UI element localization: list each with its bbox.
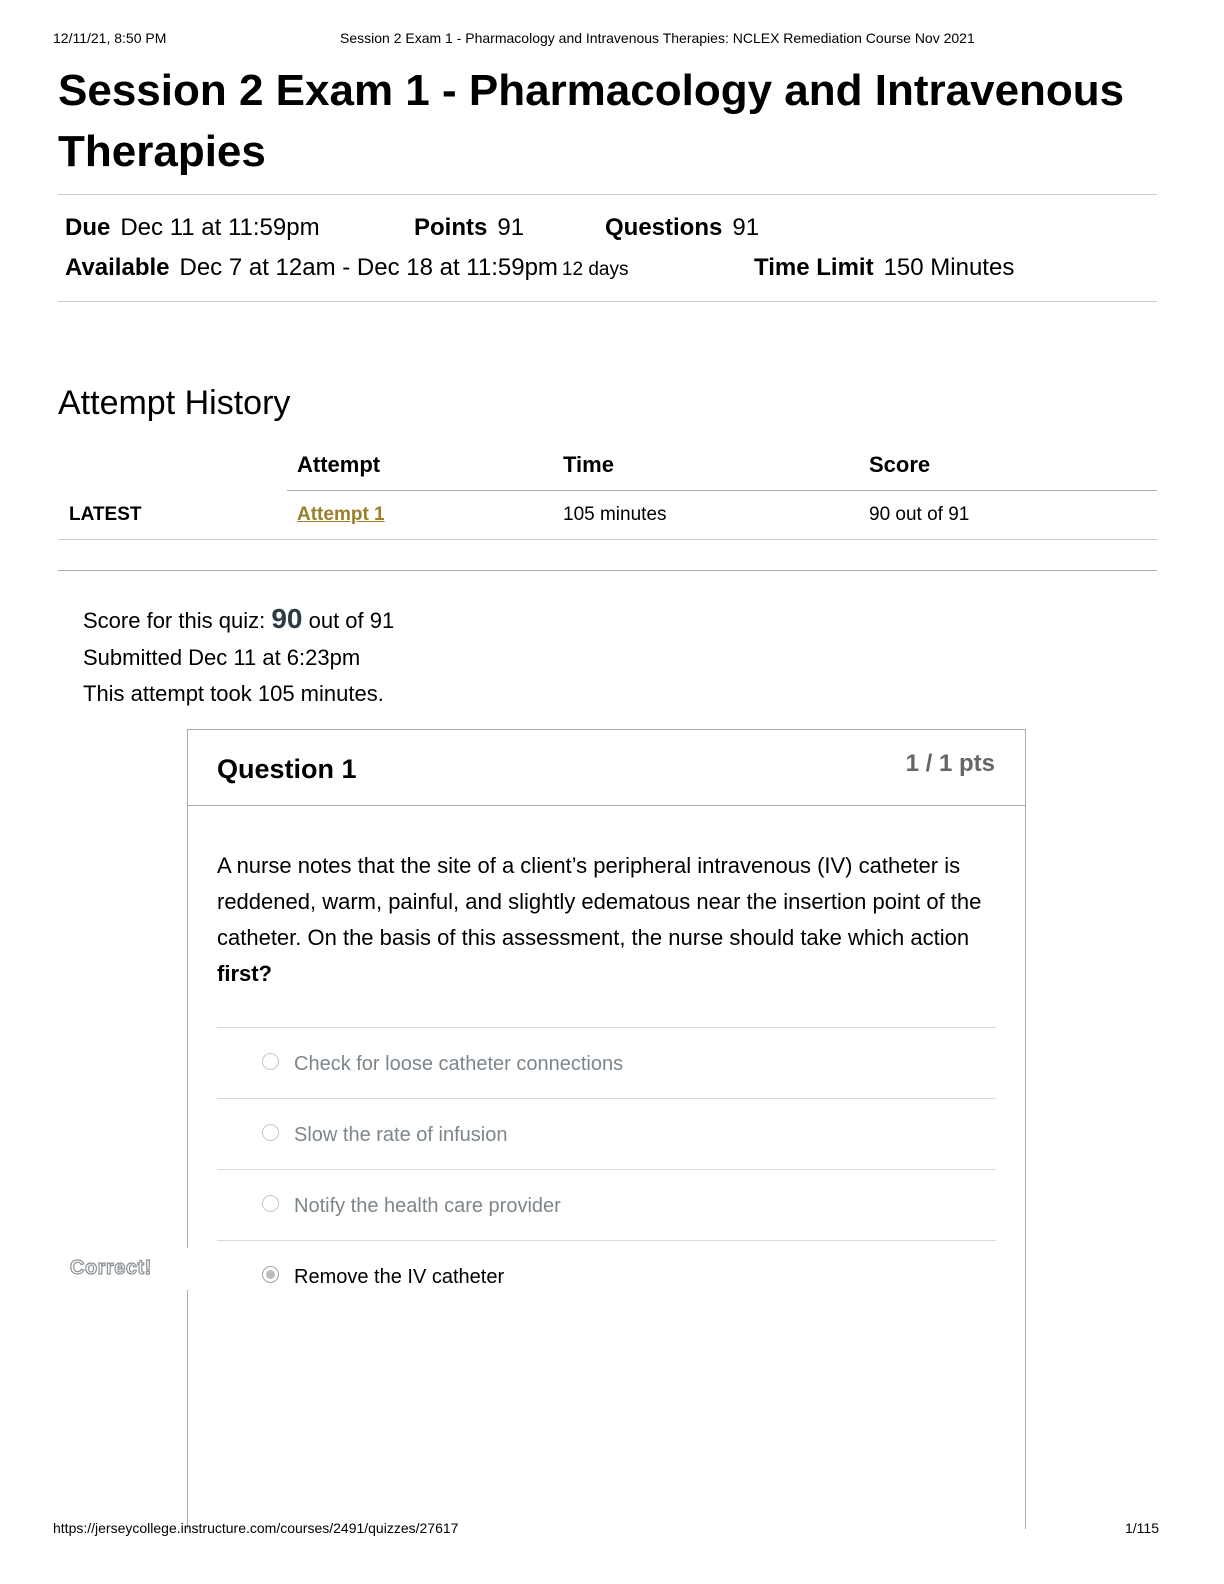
attempt-score: 90 out of 91 [869,504,970,525]
answer-option[interactable] [217,1098,996,1170]
question-text-emphasis: first? [217,961,272,986]
page-title: Session 2 Exam 1 - Pharmacology and Intravenous Therapies [58,66,1125,176]
points-label: Points [414,214,488,241]
radio-button-selected[interactable] [262,1266,279,1283]
due-value: Dec 11 at 11:59pm [120,214,320,241]
time-limit-label: Time Limit [754,254,874,281]
due-label: Due [65,214,111,241]
time-limit-value: 150 Minutes [883,254,1015,281]
radio-button[interactable] [262,1195,279,1212]
correct-flag-text: Correct! [70,1257,152,1279]
time-limit-info [754,254,1014,282]
due-info [65,214,320,242]
question-text [217,848,1007,992]
attempt-time: 105 minutes [563,504,667,525]
available-value: Dec 7 at 12am - Dec 18 at 11:59pm [179,254,558,281]
question-points: 1 / 1 pts [905,750,995,777]
questions-value: 91 [732,214,760,241]
score-suffix: out of 91 [308,608,395,633]
answer-label[interactable]: Remove the IV catheter [294,1266,505,1288]
duration-text: This attempt took 105 minutes. [83,681,384,706]
submitted-text: Submitted Dec 11 at 6:23pm [83,645,361,670]
print-header [53,30,1171,50]
print-url: https://jerseycollege.instructure.com/courses/2491/quizzes/27617 [53,1520,459,1536]
attempt-history-title: Attempt History [58,384,291,422]
answer-option-selected[interactable] [217,1240,996,1312]
answer-option[interactable] [217,1027,996,1099]
header-rule [287,490,1157,491]
radio-button[interactable] [262,1053,279,1070]
question-card [187,729,1026,1529]
available-label: Available [65,254,170,281]
attempt-1-link[interactable] [297,504,385,526]
divider [58,301,1157,302]
score-summary [83,603,394,635]
column-header-time: Time [563,452,614,477]
column-header-attempt: Attempt [297,452,381,477]
question-text-main: A nurse notes that the site of a client’s peripheral intravenous (IV) catheter is reddened, warm, painful, and slightly edematous near the insertion point of the catheter. On the basis of this assessment, the nurse should take which action [217,853,982,950]
page-number: 1/115 [1125,1520,1159,1536]
available-days: 12 days [561,259,629,280]
print-date: 12/11/21, 8:50 PM [53,30,167,46]
questions-label: Questions [605,214,723,241]
row-rule [58,539,1157,540]
answer-label[interactable]: Check for loose catheter connections [294,1053,624,1075]
points-value: 91 [497,214,525,241]
divider [58,570,1157,571]
question-title: Question 1 [217,754,357,784]
score-value: 90 [271,603,303,634]
attempt-link-text[interactable]: Attempt 1 [297,504,385,525]
score-prefix: Score for this quiz: [83,608,266,633]
divider [58,194,1157,195]
print-title: Session 2 Exam 1 - Pharmacology and Intravenous Therapies: NCLEX Remediation Course Nov 2021 [340,30,975,46]
answer-option[interactable] [217,1169,996,1241]
column-header-score: Score [869,452,931,477]
questions-info [605,214,759,242]
answer-label[interactable]: Slow the rate of infusion [294,1124,508,1146]
question-header [188,730,1025,806]
available-info [65,254,628,282]
correct-flag [60,1248,190,1290]
points-info [414,214,524,242]
latest-badge: LATEST [69,504,142,525]
answer-label[interactable]: Notify the health care provider [294,1195,561,1217]
radio-button[interactable] [262,1124,279,1141]
